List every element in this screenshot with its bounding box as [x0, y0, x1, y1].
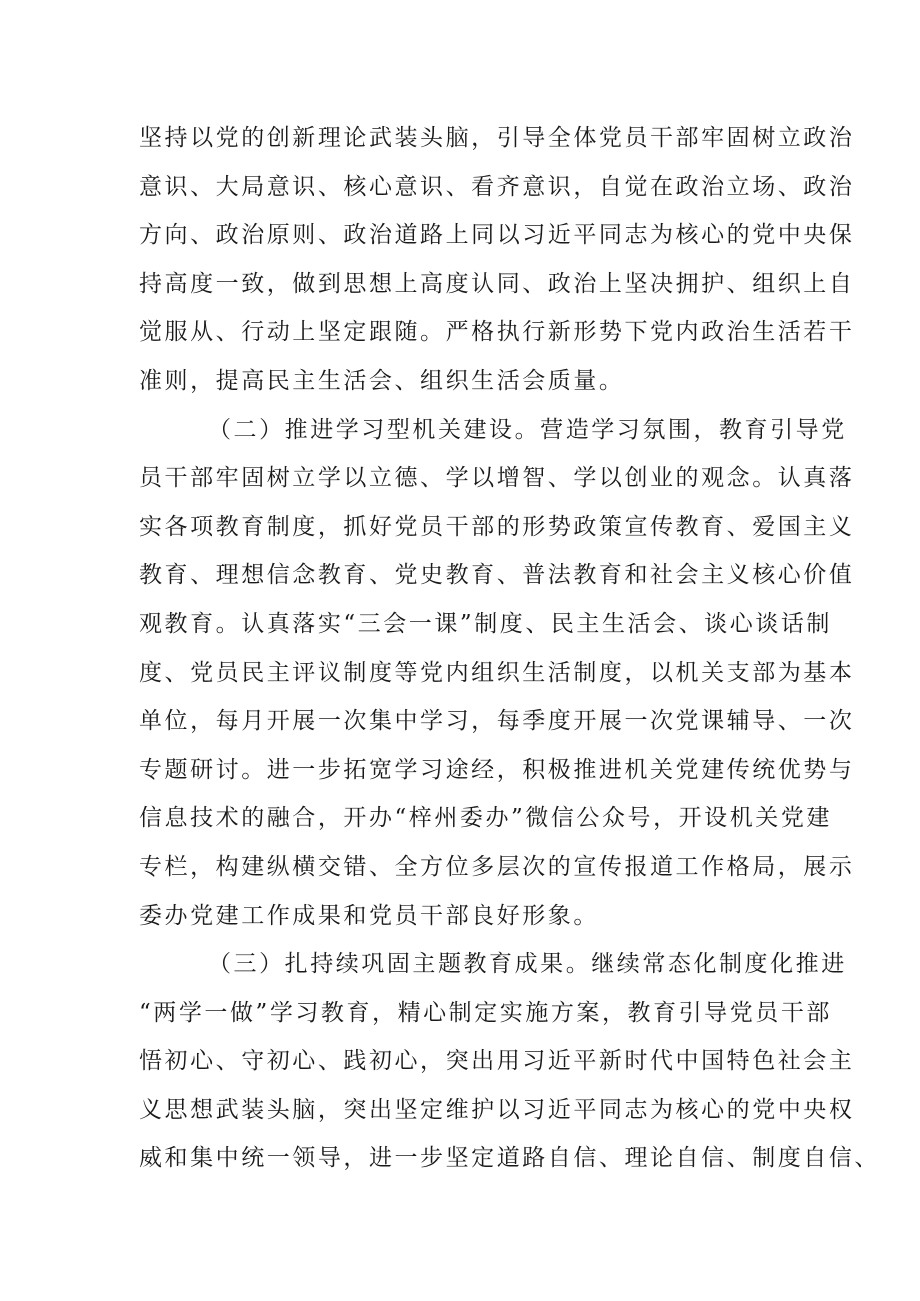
text-line: 专题研讨。进一步拓宽学习途经，积极推进机关党建传统优势与 — [139, 756, 855, 783]
text-line: 观教育。认真落实“三会一课”制度、民主生活会、谈心谈话制 — [139, 610, 832, 637]
paragraph-1-continued — [139, 114, 855, 406]
text-line: “两学一做”学习教育，精心制定实施方案，教育引导党员干部 — [139, 999, 832, 1026]
text-line: 专栏，构建纵横交错、全方位多层次的宣传报道工作格局，展示 — [139, 853, 855, 880]
text-line: 觉服从、行动上坚定跟随。严格执行新形势下党内政治生活若干 — [139, 319, 855, 346]
text-line: 度、党员民主评议制度等党内组织生活制度，以机关支部为基本 — [139, 659, 855, 686]
text-line: 意识、大局意识、核心意识、看齐意识，自觉在政治立场、政治 — [139, 173, 855, 200]
paragraph-3 — [139, 940, 880, 1183]
text-line: （二）推进学习型机关建设。营造学习氛围，教育引导党 — [208, 416, 847, 443]
text-line: 员干部牢固树立学以立德、学以增智、学以创业的观念。认真落 — [139, 465, 855, 492]
text-line: 教育、理想信念教育、党史教育、普法教育和社会主义核心价值 — [139, 562, 855, 589]
text-line: 持高度一致，做到思想上高度认同、政治上坚决拥护、组织上自 — [139, 270, 855, 297]
paragraph-2 — [139, 406, 855, 941]
text-line: 准则，提高民主生活会、组织生活会质量。 — [139, 367, 625, 394]
text-line: 方向、政治原则、政治道路上同以习近平同志为核心的党中央保 — [139, 222, 855, 249]
document-body — [139, 114, 880, 1183]
text-line: 威和集中统一领导，进一步坚定道路自信、理论自信、制度自信、 — [139, 1145, 880, 1172]
text-line: 信息技术的融合，开办“梓州委办”微信公众号，开设机关党建 — [139, 805, 832, 832]
text-line: 坚持以党的创新理论武装头脑，引导全体党员干部牢固树立政治 — [139, 125, 855, 151]
text-line: 实各项教育制度，抓好党员干部的形势政策宣传教育、爱国主义 — [139, 513, 855, 540]
text-line: 悟初心、守初心、践初心，突出用习近平新时代中国特色社会主 — [139, 1048, 855, 1075]
text-line: 单位，每月开展一次集中学习，每季度开展一次党课辅导、一次 — [139, 708, 855, 735]
text-line: （三）扎持续巩固主题教育成果。继续常态化制度化推进 — [208, 951, 847, 978]
text-line: 委办党建工作成果和党员干部良好形象。 — [139, 902, 599, 929]
text-line: 义思想武装头脑，突出坚定维护以习近平同志为核心的党中央权 — [139, 1096, 855, 1123]
